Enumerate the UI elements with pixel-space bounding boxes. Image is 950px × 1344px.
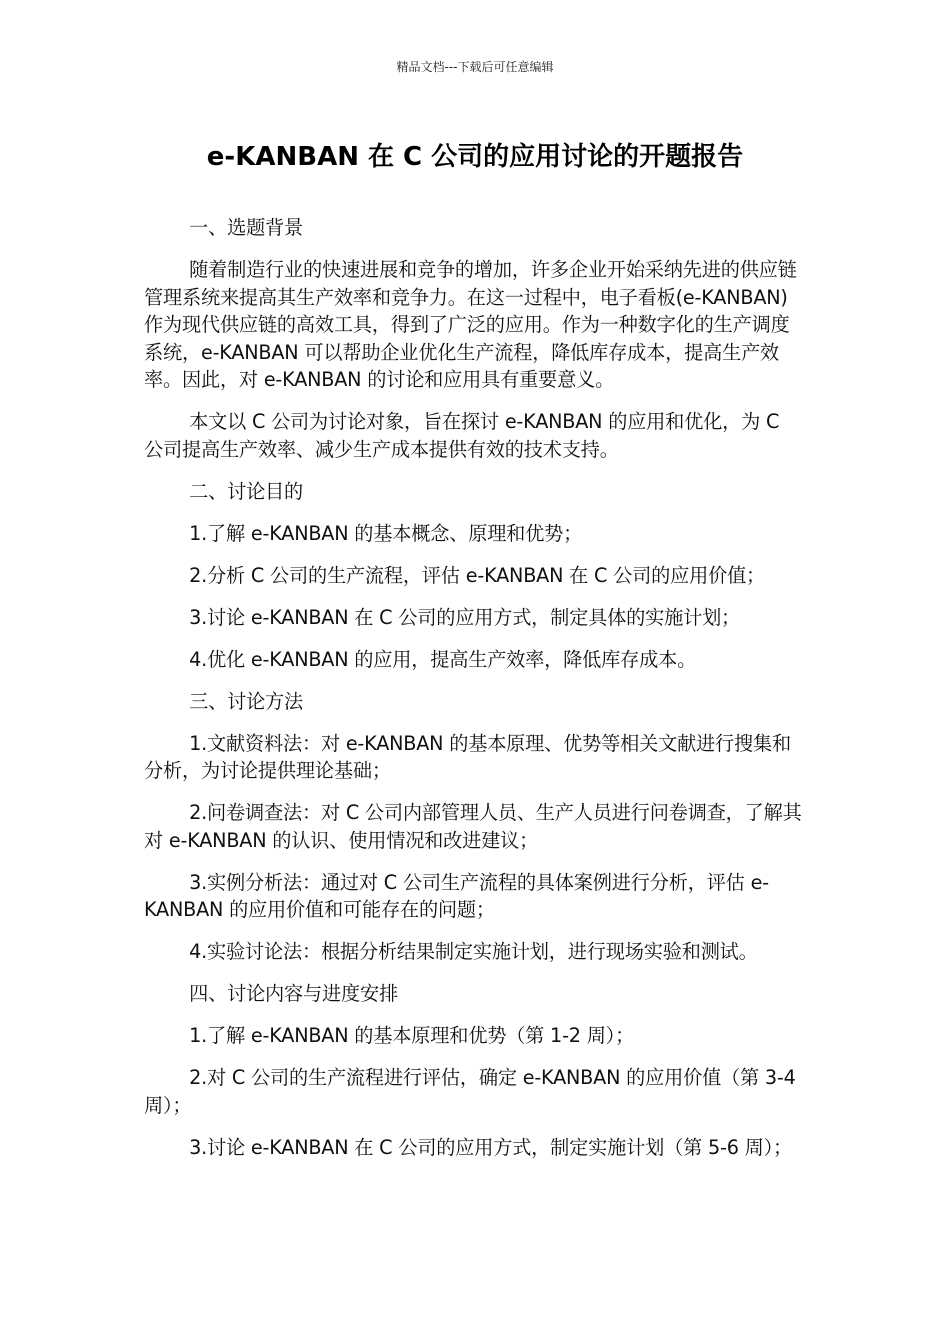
paragraph-background-2: 本文以 C 公司为讨论对象，旨在探讨 e-KANBAN 的应用和优化，为 C 公司提高生产效率、减少生产成本提供有效的技术支持。 xyxy=(144,410,780,461)
list-item-purpose: 3.讨论 e-KANBAN 在 C 公司的应用方式，制定具体的实施计划； xyxy=(189,605,741,629)
header-note: 精品文档---下载后可任意编辑 xyxy=(396,60,554,74)
list-item-schedule: 1.了解 e-KANBAN 的基本原理和优势（第 1-2 周）； xyxy=(189,1024,635,1047)
list-item-purpose: 2.分析 C 公司的生产流程，评估 e-KANBAN 在 C 公司的应用价值； xyxy=(189,563,766,587)
section-heading-purpose: 二、讨论目的 xyxy=(189,479,304,503)
list-item-schedule: 2.对 C 公司的生产流程进行评估，确定 e-KANBAN 的应用价值（第 3-4 周）； xyxy=(144,1066,796,1117)
section-heading-background: 一、选题背景 xyxy=(189,216,304,239)
document-title: e-KANBAN 在 C 公司的应用讨论的开题报告 xyxy=(206,142,744,172)
section-heading-methods: 三、讨论方法 xyxy=(189,689,304,713)
paragraph-background-1: 随着制造行业的快速进展和竞争的增加，许多企业开始采纳先进的供应链管理系统来提高其生产效率和竞争力。在这一过程中，电子看板(e-KANBAN)作为现代供应链的高效工具，得到了广泛的应用。作为一种数字化的生产调度系统，e-KANBAN 可以帮助企业优化生产流程，降低库存成本，提高生产效率。因此，对 e-KANBAN 的讨论和应用具有重要意义。 xyxy=(144,258,797,391)
list-item-method: 1.文献资料法：对 e-KANBAN 的基本原理、优势等相关文献进行搜集和分析，为讨论提供理论基础； xyxy=(144,731,791,782)
list-item-schedule: 3.讨论 e-KANBAN 在 C 公司的应用方式，制定实施计划（第 5-6 周）； xyxy=(189,1135,792,1159)
list-item-purpose: 1.了解 e-KANBAN 的基本概念、原理和优势； xyxy=(189,521,583,545)
list-item-method: 4.实验讨论法：根据分析结果制定实施计划，进行现场实验和测试。 xyxy=(189,940,758,963)
section-heading-schedule: 四、讨论内容与进度安排 xyxy=(189,982,398,1005)
list-item-purpose: 4.优化 e-KANBAN 的应用，提高生产效率，降低库存成本。 xyxy=(189,647,697,671)
list-item-method: 3.实例分析法：通过对 C 公司生产流程的具体案例进行分析，评估 e-KANBAN 的应用价值和可能存在的问题； xyxy=(144,870,769,921)
document-body xyxy=(144,214,804,1176)
list-item-method: 2.问卷调查法：对 C 公司内部管理人员、生产人员进行问卷调查，了解其对 e-KANBAN 的认识、使用情况和改进建议； xyxy=(144,801,802,852)
